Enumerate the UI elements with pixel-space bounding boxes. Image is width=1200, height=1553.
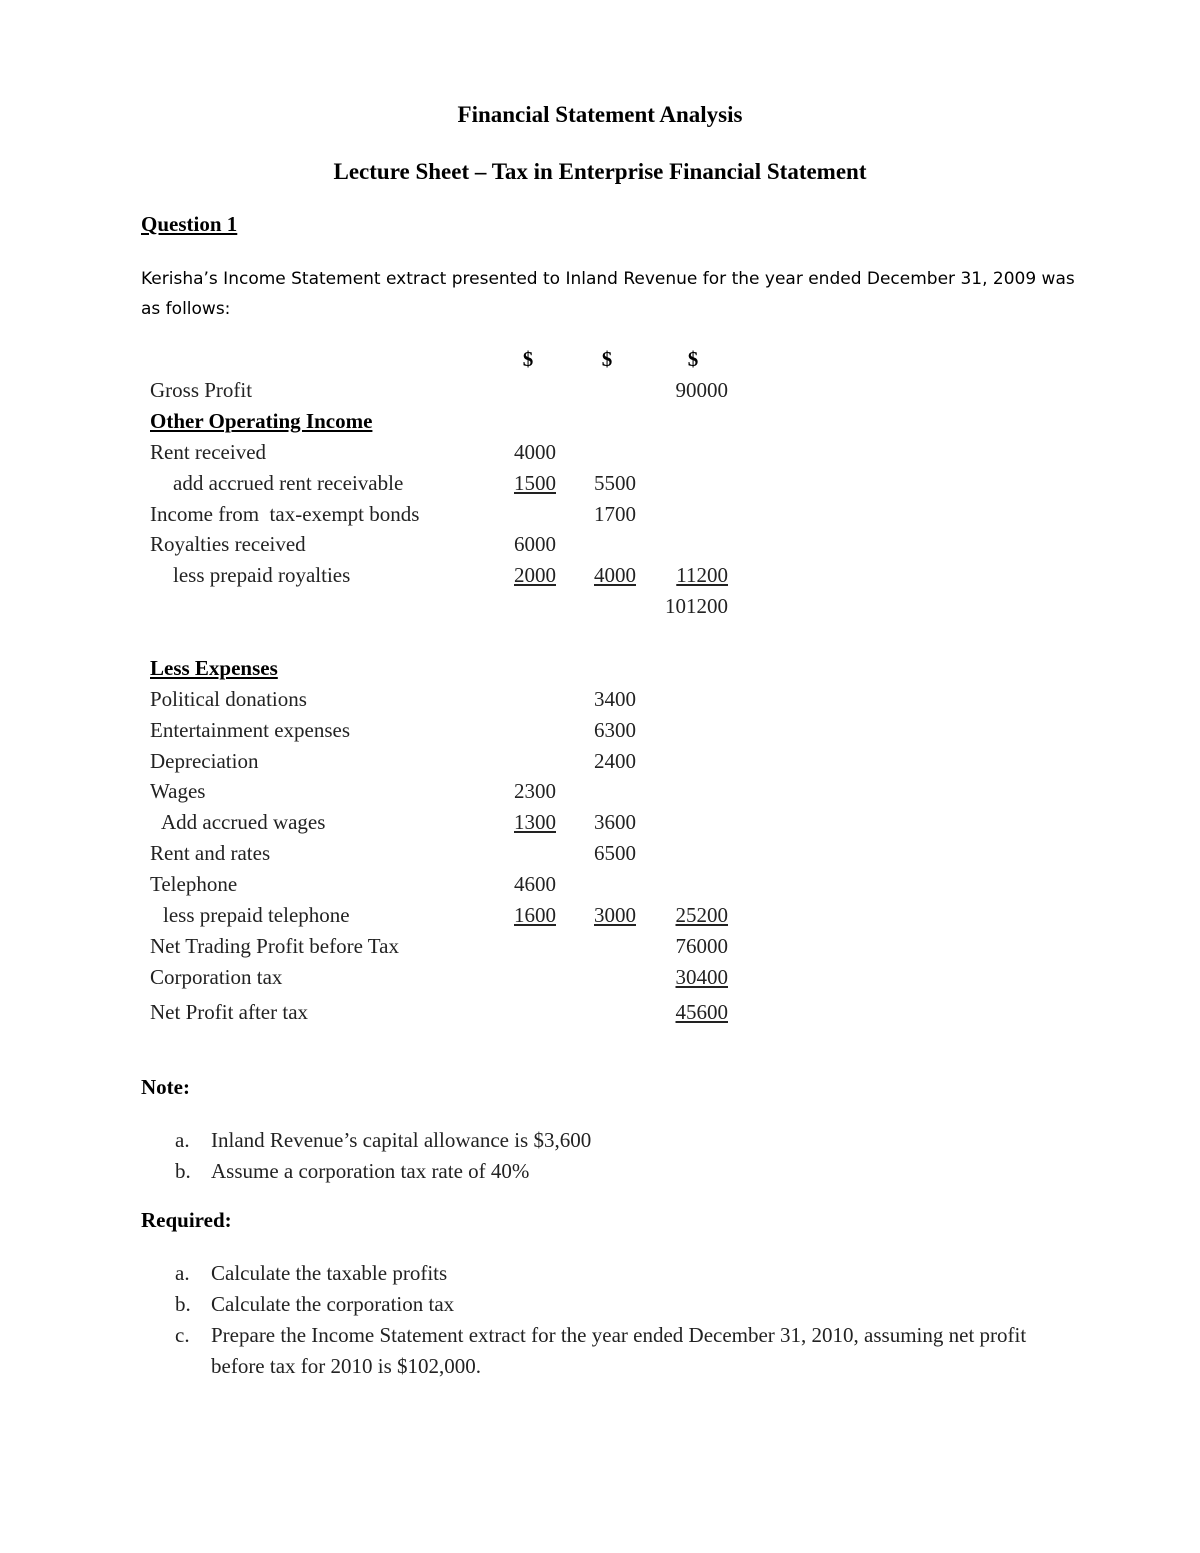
- list-text: Prepare the Income Statement extract for the year ended December 31, 2010, assuming net profit before tax for 2010 is $102,000.: [211, 1323, 1027, 1378]
- row-label: Telephone: [150, 872, 238, 896]
- statement-column-headers: [0, 344, 800, 374]
- column-header: $: [522, 347, 534, 371]
- list-text: Calculate the taxable profits: [211, 1261, 448, 1285]
- statement-row-wages: [0, 776, 800, 806]
- row-value: 101200: [665, 594, 728, 618]
- list-text: Calculate the corporation tax: [211, 1292, 455, 1316]
- row-value: 2300: [514, 779, 556, 803]
- statement-row-gross-profit: [0, 375, 800, 405]
- column-header: $: [601, 347, 613, 371]
- statement-row-net-profit: [0, 997, 800, 1027]
- section-heading: Other Operating Income: [150, 409, 373, 433]
- row-label: Political donations: [150, 687, 307, 711]
- row-value: 6300: [594, 718, 636, 742]
- row-label: Entertainment expenses: [150, 718, 351, 742]
- row-value: 2000: [514, 563, 556, 587]
- question-heading: Question 1: [141, 212, 238, 236]
- section-heading: Less Expenses: [150, 656, 278, 680]
- list-text: Inland Revenue’s capital allowance is $3,600: [211, 1128, 592, 1152]
- row-label: Corporation tax: [150, 965, 283, 989]
- row-label: Wages: [150, 779, 206, 803]
- statement-row-rent-received: [0, 437, 800, 467]
- note-heading: Note:: [141, 1075, 190, 1099]
- row-label: Depreciation: [150, 749, 259, 773]
- statement-row-corporation-tax: [0, 962, 800, 992]
- row-value: 90000: [675, 378, 728, 402]
- row-value: 3400: [594, 687, 636, 711]
- row-label: Net Trading Profit before Tax: [150, 934, 399, 958]
- row-value: 2400: [594, 749, 636, 773]
- row-value: 1500: [514, 471, 556, 495]
- row-value: 4000: [514, 440, 556, 464]
- list-text: Assume a corporation tax rate of 40%: [211, 1159, 530, 1183]
- statement-row-royalties: [0, 529, 800, 559]
- row-label: add accrued rent receivable: [173, 471, 404, 495]
- row-value: 11200: [676, 563, 728, 587]
- statement-row-tax-exempt-bonds: [0, 499, 800, 529]
- row-label: Rent received: [150, 440, 267, 464]
- statement-row-prepaid-royalties: [0, 560, 800, 590]
- row-value: 3600: [594, 810, 636, 834]
- row-value: 1700: [594, 502, 636, 526]
- row-label: Income from tax-exempt bonds: [150, 502, 420, 526]
- statement-section-other-income: [0, 406, 800, 436]
- row-label: Add accrued wages: [161, 810, 326, 834]
- required-list: [141, 1258, 1061, 1382]
- row-value: 3000: [594, 903, 636, 927]
- list-marker: a.: [175, 1261, 190, 1285]
- question-intro: Kerisha’s Income Statement extract presented to Inland Revenue for the year ended December 31, 2009 was as follows:: [141, 269, 1075, 319]
- row-value: 25200: [675, 903, 728, 927]
- row-label: Royalties received: [150, 532, 306, 556]
- row-value: 4000: [594, 563, 636, 587]
- list-marker: b.: [175, 1159, 191, 1183]
- list-marker: a.: [175, 1128, 190, 1152]
- list-item: [141, 1258, 1061, 1289]
- row-value: 76000: [675, 934, 728, 958]
- row-label: less prepaid royalties: [173, 563, 351, 587]
- row-label: Net Profit after tax: [150, 1000, 309, 1024]
- required-heading: Required:: [141, 1208, 232, 1232]
- statement-row-prepaid-telephone: [0, 900, 800, 930]
- statement-row-net-trading-profit: [0, 931, 800, 961]
- row-value: 30400: [675, 965, 728, 989]
- row-value: 4600: [514, 872, 556, 896]
- row-value: 6500: [594, 841, 636, 865]
- list-marker: c.: [175, 1323, 190, 1347]
- statement-row-telephone: [0, 869, 800, 899]
- row-value: 1300: [514, 810, 556, 834]
- row-label: Gross Profit: [150, 378, 253, 402]
- statement-section-expenses: [0, 653, 800, 683]
- list-marker: b.: [175, 1292, 191, 1316]
- row-value: 5500: [594, 471, 636, 495]
- row-label: Rent and rates: [150, 841, 271, 865]
- column-header: $: [687, 347, 699, 371]
- statement-row-accrued-rent: [0, 468, 800, 498]
- statement-row-entertainment: [0, 715, 800, 745]
- row-value: 1600: [514, 903, 556, 927]
- document-title: Financial Statement Analysis: [457, 102, 743, 127]
- statement-row-depreciation: [0, 746, 800, 776]
- row-value: 45600: [675, 1000, 728, 1024]
- note-list: [141, 1125, 1061, 1187]
- list-item: [141, 1320, 1061, 1382]
- document-subtitle: Lecture Sheet – Tax in Enterprise Financial Statement: [333, 159, 867, 184]
- row-value: 6000: [514, 532, 556, 556]
- list-item: [141, 1125, 1061, 1156]
- statement-row-rent-rates: [0, 838, 800, 868]
- row-label: less prepaid telephone: [163, 903, 350, 927]
- statement-row-political-donations: [0, 684, 800, 714]
- statement-row-subtotal: [0, 591, 800, 621]
- list-item: [141, 1289, 1061, 1320]
- statement-row-accrued-wages: [0, 807, 800, 837]
- list-item: [141, 1156, 1061, 1187]
